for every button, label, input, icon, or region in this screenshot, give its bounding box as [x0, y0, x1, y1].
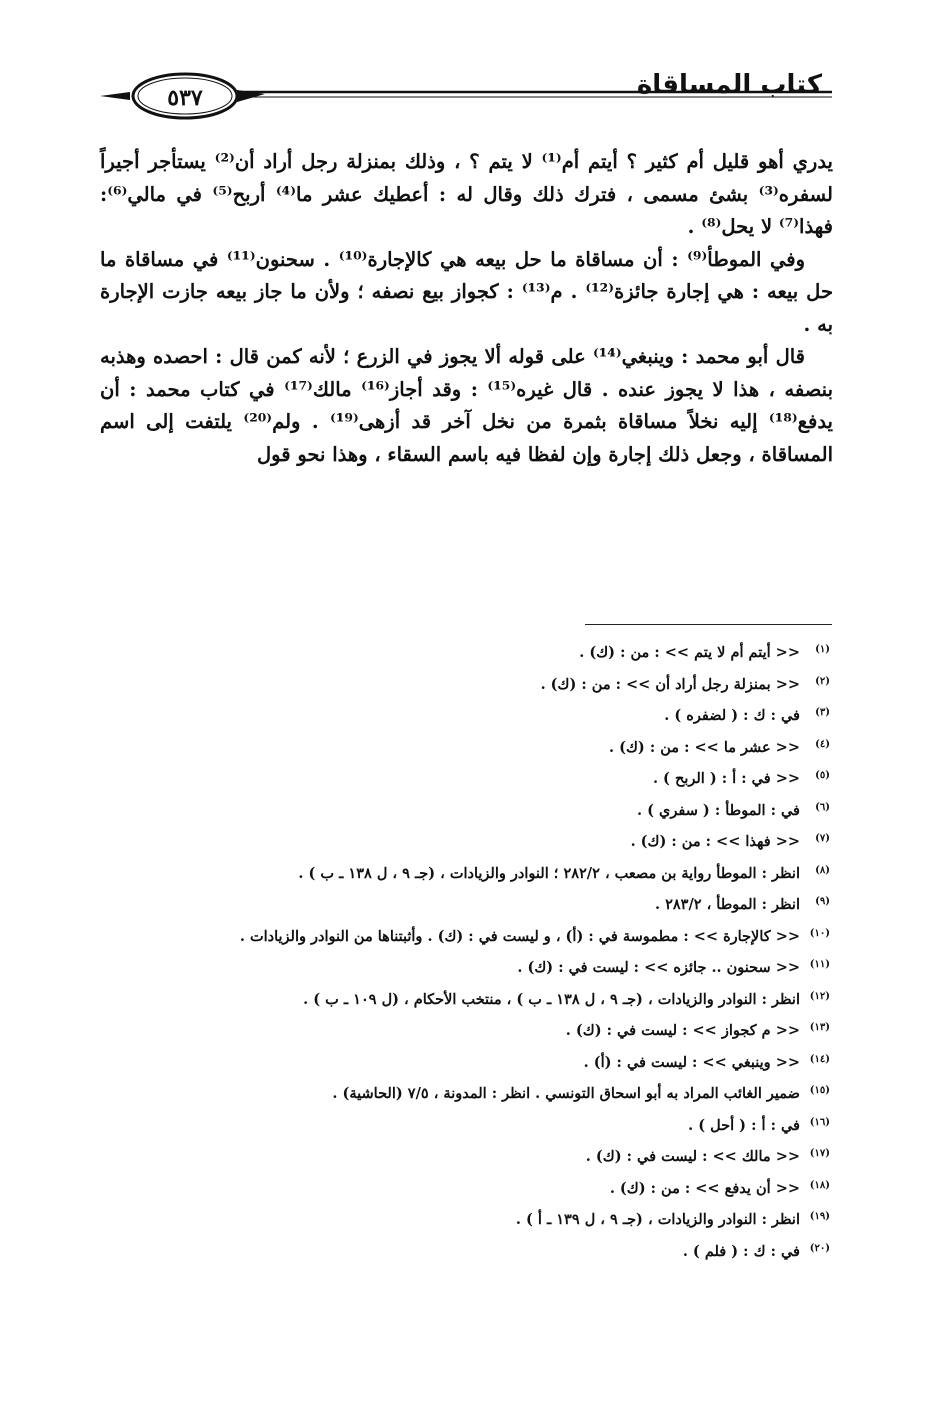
footnote [180, 855, 830, 887]
footnote-number: (١٠) [809, 927, 830, 939]
footnote-text: انظر : النوادر والزيادات ، (جـ ٩ ، ل ١٣٩ ـ أ ) . [515, 1211, 800, 1228]
footnote-number: (٩) [815, 896, 830, 907]
paragraph-3: قال أبو محمد : وينبغي⁽¹⁴⁾ على قوله ألا يجوز في الزرع ؛ لأنه كمن قال : احصده وهذبه بنصفه ، هذا لا يجوز عنده . قال غيره⁽¹⁵⁾ : وقد أجاز⁽¹⁶⁾ مالك⁽¹⁷⁾ في كتاب محمد : أن يدفع⁽¹⁸⁾ إليه نخلاً مساقاة بثمرة من نخل آخر قد أزهى⁽¹⁹⁾ . ولم⁽²⁰⁾ يلتفت إلى اسم المساقاة ، وجعل ذلك إجارة وإن لفظا فيه باسم السقاء ، وهذا نحو قول [100, 345, 833, 466]
footnote-number: (١٧) [809, 1148, 830, 1159]
footnote-text: في : ك : ( لضفره ) . [664, 707, 800, 724]
footnote [180, 886, 830, 918]
footnote [180, 981, 830, 1013]
footnote [180, 666, 830, 698]
footnote-number: (١٣) [809, 1022, 830, 1033]
footnote [180, 1233, 830, 1265]
footnote-number: (٢٠) [809, 1242, 830, 1254]
footnote [180, 760, 830, 792]
footnote [180, 1138, 830, 1170]
footnote-number: (١٨) [809, 1179, 830, 1191]
footnote [180, 949, 830, 981]
footnote-number: (١٩) [809, 1211, 830, 1222]
footnote [180, 1170, 830, 1202]
footnote-number: (٢) [815, 675, 830, 687]
footnotes-list [180, 634, 830, 1264]
footnote-number: (١٤) [809, 1053, 830, 1065]
footnote-text: << في : أ : ( الربح ) . [652, 770, 800, 787]
footnote-number: (١) [815, 644, 830, 655]
footnote-text: في : أ : ( أحل ) . [688, 1116, 800, 1134]
footnote [180, 1012, 830, 1044]
footnote [180, 697, 830, 729]
footnote-text: << وينبغي >> : ليست في : (أ) . [583, 1053, 800, 1071]
footnote-text: << بمنزلة رجل أراد أن >> : من : (ك) . [540, 675, 800, 693]
footnote-text: انظر : الموطأ ، ٢٨٣/٢ . [654, 896, 800, 913]
footnote-number: (١٥) [809, 1085, 830, 1096]
footnote [180, 1107, 830, 1139]
footnote-text: << فهذا >> : من : (ك) . [630, 833, 800, 850]
footnote-number: (٦) [815, 801, 830, 813]
footnote-text: << كالإجارة >> : مطموسة في : (أ) ، و ليست في : (ك) . وأثبتناها من النوادر والزيادات . [239, 927, 800, 945]
footnote-separator [585, 624, 832, 625]
footnote-number: (١١) [809, 959, 830, 970]
footnote [180, 1075, 830, 1107]
footnote-number: (٤) [815, 738, 830, 750]
footnote-number: (٣) [815, 707, 830, 718]
footnote [180, 1201, 830, 1233]
footnote-text: << مالك >> : ليست في : (ك) . [585, 1148, 800, 1165]
footnote-text: << م كجواز >> : ليست في : (ك) . [565, 1022, 800, 1039]
footnote-text: ضمير الغائب المراد به أبو اسحاق التونسي . انظر : المدونة ، ٧/٥ (الحاشية) . [332, 1085, 800, 1102]
footnote-text: في : ك : ( فلم ) . [682, 1242, 800, 1260]
footnote-text: << أيتم أم لا يتم >> : من : (ك) . [579, 644, 800, 661]
footnote-number: (٨) [815, 864, 830, 876]
footnote [180, 729, 830, 761]
footnote-text: << سحنون .. جائزه >> : ليست في : (ك) . [517, 959, 800, 976]
footnote-text: انظر : النوادر والزيادات ، (جـ ٩ ، ل ١٣٨ ـ ب ) ، منتخب الأحكام ، (ل ١٠٩ ـ ب ) . [303, 990, 800, 1008]
main-text [100, 146, 833, 471]
footnote-text: << أن يدفع >> : من : (ك) . [609, 1179, 800, 1197]
footnote-number: (١٦) [809, 1116, 830, 1128]
chapter-title: كتاب المساقاة [636, 70, 822, 100]
footnote [180, 823, 830, 855]
paragraph-2: وفي الموطأ⁽⁹⁾ : أن مساقاة ما حل بيعه هي كالإجارة⁽¹⁰⁾ . سحنون⁽¹¹⁾ في مساقاة ما حل بيعه : هي إجارة جائزة⁽¹²⁾ . م⁽¹³⁾ : كجواز بيع نصفه ؛ ولأن ما جاز بيعه جازت الإجارة به . [100, 247, 834, 336]
footnote [180, 918, 830, 950]
footnote [180, 792, 830, 824]
page-header [100, 62, 832, 126]
paragraph-1: يدري أهو قليل أم كثير ؟ أيتم أم⁽¹⁾ لا يتم ؟ ، وذلك بمنزلة رجل أراد أن⁽²⁾ يستأجر أجيراً لسفره⁽³⁾ بشئ مسمى ، فترك ذلك وقال له : أعطيك عشر ما⁽⁴⁾ أربح⁽⁵⁾ في مالي⁽⁶⁾: فهذا⁽⁷⁾ لا يحل⁽⁸⁾ . [100, 150, 833, 238]
page-number: ٥٣٧ [167, 85, 203, 111]
footnote-text: انظر : الموطأ رواية بن مصعب ، ٢٨٢/٢ ؛ النوادر والزيادات ، (جـ ٩ ، ل ١٣٨ ـ ب ) . [298, 864, 800, 882]
footnote-number: (١٢) [809, 990, 830, 1002]
footnote [180, 1044, 830, 1076]
footnote-number: (٥) [815, 770, 830, 781]
footnote-text: << عشر ما >> : من : (ك) . [609, 738, 800, 756]
footnote-text: في : الموطأ : ( سفري ) . [637, 801, 800, 819]
footnote-number: (٧) [815, 833, 830, 844]
footnote [180, 634, 830, 666]
